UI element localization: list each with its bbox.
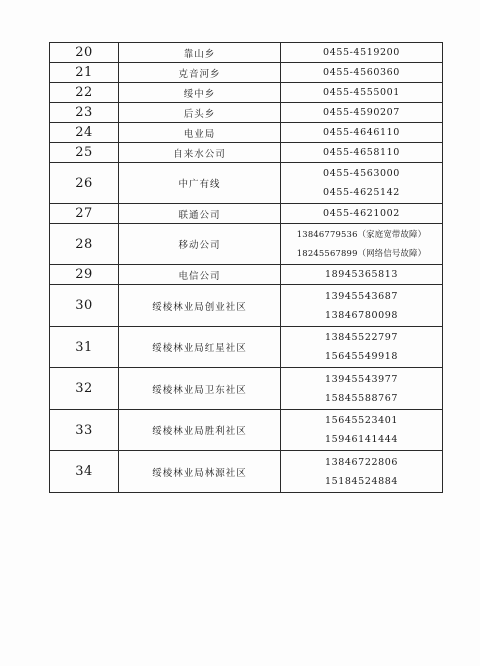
phone-cell [281, 63, 443, 83]
phone-number: 18945365813 [324, 269, 399, 280]
phone-cell [281, 123, 443, 143]
phone-cell [281, 410, 443, 451]
unit-name: 绥棱林业局红星社区 [119, 327, 281, 368]
row-number: 29 [50, 265, 119, 285]
table-row [50, 204, 443, 224]
unit-name: 电信公司 [119, 265, 281, 285]
phone-number: 0455-4555001 [323, 87, 400, 98]
table-row [50, 83, 443, 103]
row-number: 33 [50, 410, 119, 451]
unit-name: 中广有线 [119, 163, 281, 204]
phone-number: 0455-4560360 [323, 67, 400, 78]
phone-number: 0455-4646110 [323, 127, 400, 138]
phone-number: 15645523401 [324, 415, 399, 426]
phone-cell [281, 103, 443, 123]
table-row [50, 451, 443, 493]
unit-name: 电业局 [119, 123, 281, 143]
phone-number: 13846779536（家庭宽带故障） [296, 229, 427, 239]
unit-name: 自来水公司 [119, 143, 281, 163]
table-row [50, 143, 443, 163]
phone-number: 13846722806 [324, 456, 399, 468]
phone-number: 13945543977 [324, 373, 399, 385]
row-number: 34 [50, 451, 119, 493]
phone-number: 15184524884 [324, 475, 399, 487]
table-row [50, 224, 443, 265]
phone-cell [281, 451, 443, 493]
unit-name: 联通公司 [119, 204, 281, 224]
row-number: 25 [50, 143, 119, 163]
row-number: 31 [50, 327, 119, 368]
row-number: 27 [50, 204, 119, 224]
phone-number: 18245567899（网络信号故障） [296, 248, 427, 258]
table-row [50, 265, 443, 285]
table-row [50, 103, 443, 123]
phone-cell [281, 368, 443, 410]
table-row [50, 163, 443, 204]
unit-name: 绥棱林业局创业社区 [119, 285, 281, 327]
phone-cell [281, 265, 443, 285]
unit-name: 绥中乡 [119, 83, 281, 103]
unit-name: 绥棱林业局林源社区 [119, 451, 281, 493]
row-number: 32 [50, 368, 119, 410]
unit-name: 移动公司 [119, 224, 281, 265]
row-number: 24 [50, 123, 119, 143]
phone-number: 0455-4658110 [323, 147, 400, 158]
phone-number: 0455-4519200 [323, 47, 400, 58]
table-row [50, 123, 443, 143]
table-row [50, 327, 443, 368]
phone-cell [281, 83, 443, 103]
row-number: 26 [50, 163, 119, 204]
table-row [50, 43, 443, 63]
unit-name: 绥棱林业局卫东社区 [119, 368, 281, 410]
unit-name: 靠山乡 [119, 43, 281, 63]
table-row [50, 285, 443, 327]
unit-name: 绥棱林业局胜利社区 [119, 410, 281, 451]
row-number: 22 [50, 83, 119, 103]
phone-cell [281, 43, 443, 63]
phone-number: 0455-4625142 [323, 187, 400, 198]
row-number: 20 [50, 43, 119, 63]
unit-name: 后头乡 [119, 103, 281, 123]
phone-cell [281, 285, 443, 327]
phone-cell [281, 224, 443, 265]
unit-name: 克音河乡 [119, 63, 281, 83]
phone-cell [281, 204, 443, 224]
phone-number: 15645549918 [324, 351, 399, 362]
phone-number: 0455-4590207 [323, 107, 400, 118]
row-number: 28 [50, 224, 119, 265]
table-row [50, 63, 443, 83]
phone-cell [281, 143, 443, 163]
contact-table [49, 42, 443, 493]
table-row [50, 368, 443, 410]
phone-number: 13846780098 [324, 309, 399, 321]
phone-number: 13945543687 [324, 290, 399, 302]
phone-cell [281, 163, 443, 204]
row-number: 30 [50, 285, 119, 327]
phone-number: 13845522797 [324, 332, 399, 343]
table-row [50, 410, 443, 451]
phone-number: 0455-4621002 [323, 208, 400, 219]
phone-number: 0455-4563000 [323, 168, 400, 179]
row-number: 21 [50, 63, 119, 83]
phone-number: 15946141444 [324, 434, 399, 445]
phone-number: 15845588767 [324, 392, 399, 404]
row-number: 23 [50, 103, 119, 123]
phone-cell [281, 327, 443, 368]
